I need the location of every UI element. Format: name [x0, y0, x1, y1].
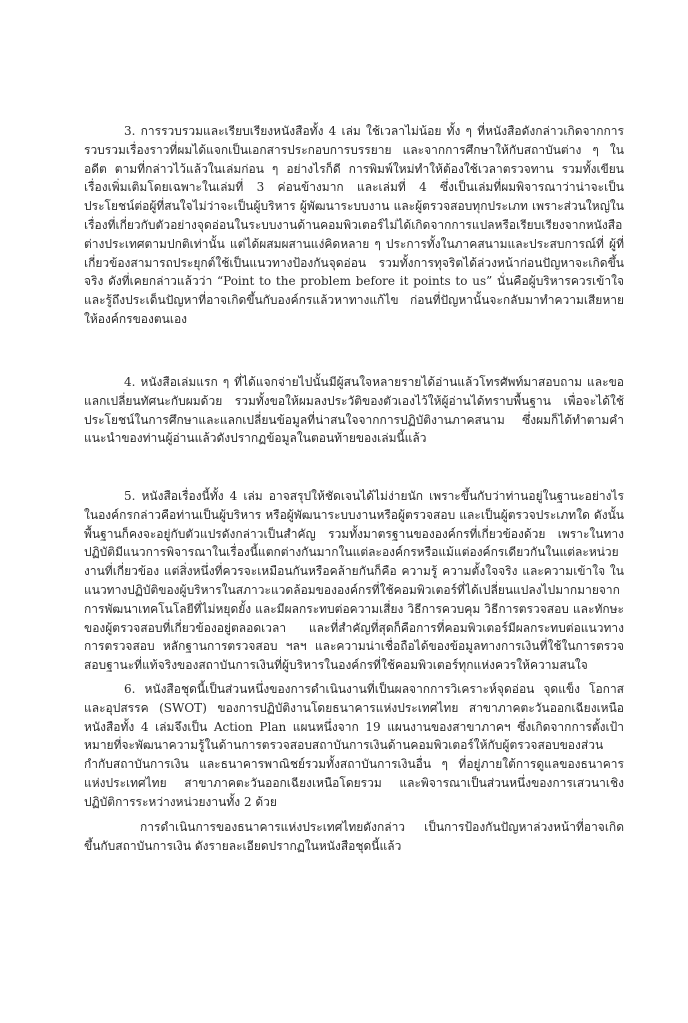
paragraph-3: 3. การรวบรวมและเรียบเรียงหนังสือทั้ง 4 เล่ม ใช้เวลาไม่น้อย ทั้ง ๆ ที่หนังสือดังกล่าวเกิดจากการรวบรวมเรื่องราวที่ผมได้แจกเป็นเอกสารประกอบการบรรยาย และจากการศึกษาให้กับสถาบันต่าง ๆ ในอดีต ตามที่กล่าวไว้แล้วในเล่มก่อน ๆ อย่างไรก็ดี การพิมพ์ใหม่ทำให้ต้องใช้เวลาตรวจทาน รวมทั้งเขียนเรื่องเพิ่มเติมโดยเฉพาะในเล่มที่ 3 ค่อนข้างมาก และเล่มที่ 4 ซึ่งเป็นเล่มที่ผมพิจารณาว่าน่าจะเป็นประโยชน์ต่อผู้ที่สนใจไม่ว่าจะเป็นผู้บริหาร ผู้พัฒนาระบบงาน และผู้ตรวจสอบทุกประเภท เพราะส่วนใหญ่ในเรื่องที่เกี่ยวกับตัวอย่างจุดอ่อนในระบบงานด้านคอมพิวเตอร์ไม่ได้เกิดจากการแปลหรือเรียบเรียงจากหนังสือต่างประเทศตามปกติเท่านั้น แต่ได้ผสมผสานแง่คิดหลาย ๆ ประการทั้งในภาคสนามและประสบการณ์ที่ ผู้ที่เกี่ยวข้องสามารถประยุกต์ใช้เป็นแนวทางป้องกันจุดอ่อน รวมทั้งการทุจริตได้ล่วงหน้าก่อนปัญหาจะเกิดขึ้นจริง ดังที่เคยกล่าวแล้วว่า “Point to the problem before it points to us” นั่นคือผู้บริหารควรเข้าใจและรู้ถึงประเด็นปัญหาที่อาจเกิดขึ้นกับองค์กรแล้วหาทางแก้ไข ก่อนที่ปัญหานั้นจะกลับมาทำความเสียหายให้องค์กรของตนเอง: [84, 124, 624, 326]
paragraph-4: 4. หนังสือเล่มแรก ๆ ที่ได้แจกจ่ายไปนั้นมีผู้สนใจหลายรายได้อ่านแล้วโทรศัพท์มาสอบถาม และขอแลกเปลี่ยนทัศนะกับผมด้วย รวมทั้งขอให้ผมลงประวัติของตัวเองไว้ให้ผู้อ่านได้ทราบพื้นฐาน เพื่อจะได้ใช้ประโยชน์ในการศึกษาและแลกเปลี่ยนข้อมูลที่น่าสนใจจากการปฏิบัติงานภาคสนาม ซึ่งผมก็ได้ทำตามคำแนะนำของท่านผู้อ่านแล้วดังปรากฏข้อมูลในตอนท้ายของเล่มนี้แล้ว: [84, 375, 624, 446]
closing-paragraph: การดำเนินการของธนาคารแห่งประเทศไทยดังกล่าว เป็นการป้องกันปัญหาล่วงหน้าที่อาจเกิดขึ้นกับสถาบันการเงิน ดังรายละเอียดปรากฏในหนังสือชุดนี้แล้ว: [84, 820, 624, 853]
paragraph-5: 5. หนังสือเรื่องนี้ทั้ง 4 เล่ม อาจสรุปให้ชัดเจนได้ไม่ง่ายนัก เพราะขึ้นกับว่าท่านอยู่ในฐานะอย่างไรในองค์กรกล่าวคือท่านเป็นผู้บริหาร หรือผู้พัฒนาระบบงานหรือผู้ตรวจสอบ และเป็นผู้ตรวจประเภทใด ดังนั้นพื้นฐานก็คงจะอยู่กับตัวแปรดังกล่าวเป็นสำคัญ รวมทั้งมาตรฐานขององค์กรที่เกี่ยวข้องด้วย เพราะในทางปฏิบัติมีแนวการพิจารณาในเรื่องนี้แตกต่างกันมากในแต่ละองค์กรหรือแม้แต่องค์กรเดียวกันในแต่ละหน่วยงานที่เกี่ยวข้อง แต่สิ่งหนึ่งที่ควรจะเหมือนกันหรือคล้ายกันก็คือ ความรู้ ความตั้งใจจริง และความเข้าใจ ในแนวทางปฏิบัติของผู้บริหารในสภาวะแวดล้อมขององค์กรที่ใช้คอมพิวเตอร์ที่ได้เปลี่ยนแปลงไปมากมายจากการพัฒนาเทคโนโลยีที่ไม่หยุดยั้ง และมีผลกระทบต่อความเสี่ยง วิธีการควบคุม วิธีการตรวจสอบ และทักษะของผู้ตรวจสอบที่เกี่ยวข้องอยู่ตลอดเวลา และที่สำคัญที่สุดก็คือการที่คอมพิวเตอร์มีผลกระทบต่อแนวทางการตรวจสอบ หลักฐานการตรวจสอบ ฯลฯ และความน่าเชื่อถือได้ของข้อมูลทางการเงินที่ใช้ในการตรวจสอบฐานะที่แท้จริงของสถาบันการเงินที่ผู้บริหารในองค์กรที่ใช้คอมพิวเตอร์ทุกแห่งควรให้ความสนใจ: [84, 489, 624, 673]
paragraph-6: 6. หนังสือชุดนี้เป็นส่วนหนึ่งของการดำเนินงานที่เป็นผลจากการวิเคราะห์จุดอ่อน จุดแข็ง โอกาสและอุปสรรค (SWOT) ของการปฏิบัติงานโดยธนาคารแห่งประเทศไทย สาขาภาคตะวันออกเฉียงเหนือ หนังสือทั้ง 4 เล่มจึงเป็น Action Plan แผนหนึ่งจาก 19 แผนงานของสาขาภาคฯ ซึ่งเกิดจากการตั้งเป้าหมายที่จะพัฒนาความรู้ในด้านการตรวจสอบสถาบันการเงินด้านคอมพิวเตอร์ให้กับผู้ตรวจสอบของส่วนกำกับสถาบันการเงิน และธนาคารพาณิชย์รวมทั้งสถาบันการเงินอื่น ๆ ที่อยู่ภายใต้การดูแลของธนาคารแห่งประเทศไทย สาขาภาคตะวันออกเฉียงเหนือโดยรวม และพิจารณาเป็นส่วนหนึ่งของการเสวนาเชิงปฏิบัติการระหว่างหน่วยงานทั้ง 2 ด้วย: [84, 682, 624, 809]
